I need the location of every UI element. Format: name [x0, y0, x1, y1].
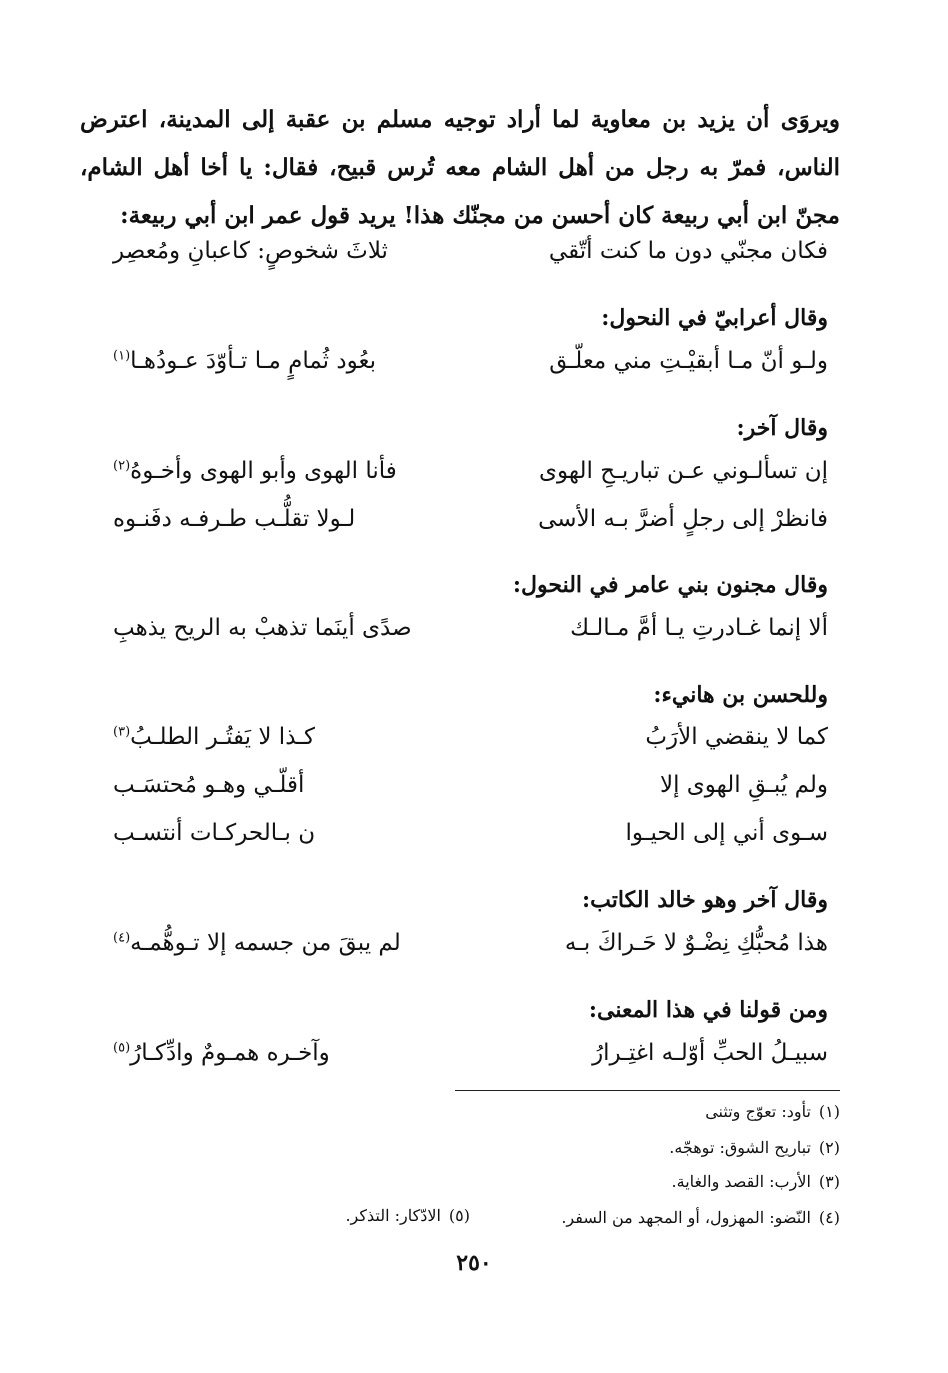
verse-text: وآخـره همـومٌ وادِّكـارُ [130, 1040, 330, 1066]
footnote-text: الأرب: القصد والغاية. [671, 1172, 811, 1191]
section-heading-our-saying: ومن قولنا في هذا المعنى: [588, 997, 828, 1023]
verse-first-hemistich: هذا مُحبُّكِ نِضْـوٌ لا حَـراكَ بـه [564, 930, 828, 956]
verse-text: كـذا لا يَفتُـر الطلـبُ [130, 724, 315, 750]
verse-text: فأنا الهوى وأبو الهوى وأخـوهُ [130, 458, 397, 484]
verse-second-hemistich [113, 930, 443, 956]
page-number: ٢٥٠ [456, 1250, 492, 1276]
verse-text: بعُود ثُمامٍ مـا تـأوّدَ عـودُهـا [130, 348, 376, 374]
footnote-text: تباريح الشوق: توهجّه. [669, 1138, 811, 1157]
verse-second-hemistich [113, 724, 443, 750]
footnote-ref: (٥) [113, 1040, 131, 1056]
footnote [705, 1102, 840, 1121]
verse-first-hemistich: إن تسألـوني عـن تباريـحِ الهوى [539, 458, 828, 484]
footnote-text: النّضو: المهزول، أو المجهد من السفر. [561, 1208, 811, 1227]
section-heading-bedouin-emaciation: وقال أعرابيّ في النحول: [601, 305, 828, 331]
footnote [672, 1172, 840, 1191]
verse-second-hemistich [113, 1040, 443, 1066]
section-heading-another: وقال آخر: [736, 415, 828, 441]
section-heading-majnun: وقال مجنون بني عامر في النحول: [512, 572, 828, 598]
verse-second-hemistich: صدًى أينَما تذهبْ به الريح يذهبِ [113, 615, 412, 641]
footnote-number: (٣) [818, 1172, 840, 1191]
verse-second-hemistich [113, 458, 443, 484]
verse-first-hemistich: ولم يُبـقِ الهوى إلا [659, 772, 828, 798]
footnote-ref: (١) [113, 348, 131, 364]
verse-second-hemistich: ن بـالحركـات أنتسـب [113, 820, 316, 846]
footnote [345, 1206, 470, 1225]
footnote-ref: (٣) [113, 724, 131, 740]
verse-first-hemistich: سبيـلُ الحبِّ أوّلـه اغتِـرارُ [592, 1040, 828, 1066]
verse-first-hemistich: فانظرْ إلى رجلٍ أضرَّ بـه الأسى [538, 506, 828, 532]
verse-first-hemistich: ولـو أنّ مـا أبقيْـتِ مني معلّـق [549, 348, 828, 374]
verse-0-second-hemistich: ثلاثَ شخوصٍ: كاعبانِ ومُعصِر [113, 238, 388, 264]
footnote-divider [455, 1090, 840, 1091]
intro-paragraph-block [80, 96, 840, 240]
verse-second-hemistich [113, 348, 443, 374]
verse-0-first-hemistich: فكان مجنّي دون ما كنت أتّقي [548, 238, 828, 264]
footnote-text: الادّكار: التذكر. [345, 1206, 441, 1225]
verse-second-hemistich: أقلّـي وهـو مُحتسَـب [113, 772, 305, 798]
verse-first-hemistich: كما لا ينقضي الأرَبُ [645, 724, 828, 750]
footnote-number: (٤) [818, 1208, 840, 1227]
verse-first-hemistich: سـوى أني إلى الحيـوا [625, 820, 828, 846]
footnote [561, 1208, 840, 1227]
intro-paragraph: ويروَى أن يزيد بن معاوية لما أراد توجيه مسلم بن عقبة إلى المدينة، اعترض الناس، فمرّ به رجل من أهل الشام معه تُرس قبيح، فقال: يا أخا أهل الشام، مجنّ ابن أبي ربيعة كان أحسن من مجنّك هذا! يريد قول عمر ابن أبي ربيعة: [80, 106, 840, 229]
verse-first-hemistich: ألا إنما غـادرتِ يـا أمَّ مـالـك [570, 615, 828, 641]
footnote-number: (٢) [818, 1138, 840, 1157]
verse-second-hemistich: لـولا تقلُّـب طـرفـه دفَنـوه [113, 506, 356, 532]
footnote-number: (٥) [448, 1206, 470, 1225]
footnote-text: تأود: تعوّج وتثنى [705, 1102, 811, 1121]
section-heading-al-hasan: وللحسن بن هانيء: [653, 682, 828, 708]
footnote [669, 1138, 840, 1157]
footnote-ref: (٢) [113, 458, 131, 474]
verse-text: لم يبقَ من جسمه إلا تـوهُّمـه [130, 930, 401, 956]
footnote-number: (١) [818, 1102, 840, 1121]
footnote-ref: (٤) [113, 930, 131, 946]
section-heading-khalid: وقال آخر وهو خالد الكاتب: [582, 887, 828, 913]
